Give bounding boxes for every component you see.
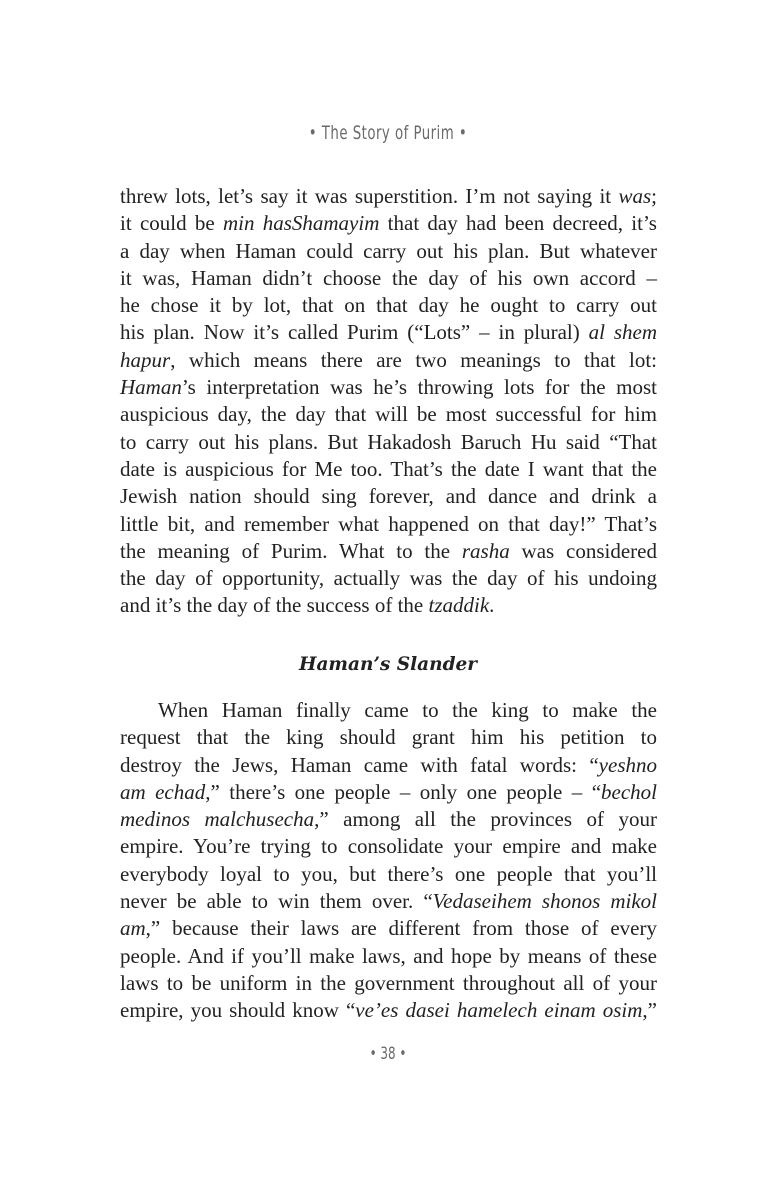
text-run: the day of opportunity, actually was the day of his undoing — [120, 566, 657, 591]
text-run: ,” there’s one people – only one people – “ — [205, 779, 602, 804]
text-run: it could be — [120, 211, 223, 236]
section-heading: Haman’s Slander — [298, 654, 478, 675]
text-run: people. And if you’ll make laws, and hope by means of these — [120, 943, 657, 968]
text-run: ,” — [642, 998, 657, 1023]
text-run: was considered — [509, 538, 657, 563]
text-run: When Haman finally came to the king to make the — [158, 698, 657, 722]
text-line — [120, 347, 657, 374]
text-run: little bit, and remember what happened on that day!” That’s — [120, 511, 657, 536]
italic-term: am echad — [120, 779, 206, 804]
text-run: ,” because their laws are different from those of every — [145, 916, 657, 941]
text-run: the meaning of Purim. What to the — [120, 538, 462, 563]
text-run: . — [489, 593, 495, 618]
italic-term: Vedaseihem shonos mikol — [432, 889, 658, 914]
text-line — [120, 265, 657, 292]
text-line — [120, 401, 657, 428]
text-run: , which means there are two meanings to that lot: — [170, 347, 657, 372]
text-line — [120, 483, 657, 510]
text-line — [120, 210, 657, 237]
italic-term: ve’es dasei hamelech einam osim — [355, 998, 643, 1023]
italic-term: min hasShamayim — [222, 211, 380, 236]
text-line — [120, 888, 657, 915]
text-run: to carry out his plans. But Hakadosh Baruch Hu said “That — [120, 429, 657, 454]
text-line — [120, 779, 657, 806]
text-run: his plan. Now it’s called Purim (“Lots” – in plural) — [120, 320, 589, 345]
text-run: laws to be uniform in the government throughout all of your — [120, 970, 657, 995]
text-line — [120, 456, 657, 483]
text-line — [120, 724, 657, 751]
text-line — [120, 538, 657, 565]
italic-term: am — [120, 916, 146, 941]
text-line — [120, 592, 657, 619]
text-line — [120, 752, 657, 779]
text-line — [120, 511, 657, 538]
text-run: ’s interpretation was he’s throwing lots for the most — [181, 375, 657, 400]
text-run: request that the king should grant him his petition to — [120, 725, 657, 750]
text-run: that day had been decreed, it’s — [379, 211, 657, 236]
text-run: ; — [651, 184, 657, 208]
text-line — [120, 374, 657, 401]
text-run: date is auspicious for Me too. That’s the date I want that the — [120, 456, 657, 481]
text-run: empire, you should know “ — [120, 998, 356, 1023]
text-line — [120, 915, 657, 942]
text-run: it was, Haman didn’t choose the day of his own accord – — [120, 265, 657, 290]
text-line — [120, 319, 657, 346]
text-line — [120, 565, 657, 592]
italic-term: rasha — [461, 538, 510, 563]
text-line — [120, 238, 657, 265]
italic-term: Haman — [120, 375, 182, 400]
italic-term: medinos malchusecha — [120, 807, 315, 832]
text-line — [120, 970, 657, 997]
text-run: everybody loyal to you, but there’s one people that you’ll — [120, 861, 657, 886]
text-run: ,” among all the provinces of your — [314, 807, 657, 832]
text-line — [120, 861, 657, 888]
text-line — [120, 292, 657, 319]
italic-term: was — [618, 184, 652, 208]
italic-term: tzaddik — [428, 593, 490, 618]
text-line — [120, 697, 657, 724]
text-line — [120, 183, 657, 210]
text-run: he chose it by lot, that on that day he ought to carry out — [120, 293, 657, 318]
italic-term: bechol — [601, 779, 657, 804]
text-run: empire. You’re trying to consolidate your empire and make — [120, 834, 657, 859]
text-line — [120, 429, 657, 456]
page-number: • 38 • — [369, 1044, 407, 1064]
text-run: a day when Haman could carry out his plan. But whatever — [120, 238, 657, 263]
italic-term: yeshno — [598, 752, 657, 777]
text-run: auspicious day, the day that will be most successful for him — [120, 402, 657, 427]
text-line — [120, 943, 657, 970]
text-run: never be able to win them over. “ — [120, 889, 433, 914]
text-run: Jewish nation should sing forever, and dance and drink a — [120, 484, 657, 509]
italic-term: hapur — [120, 347, 171, 372]
italic-term: al shem — [588, 320, 657, 345]
text-run: and it’s the day of the success of the — [120, 593, 429, 618]
running-head: • The Story of Purim • — [308, 122, 468, 144]
text-run: destroy the Jews, Haman came with fatal words: “ — [120, 752, 599, 777]
text-line — [120, 833, 657, 860]
text-line — [120, 997, 657, 1024]
text-run: threw lots, let’s say it was superstition. I’m not saying it — [120, 184, 619, 208]
paragraph-continuation — [120, 183, 657, 620]
paragraph-hamans-slander — [120, 697, 657, 1025]
text-line — [120, 806, 657, 833]
